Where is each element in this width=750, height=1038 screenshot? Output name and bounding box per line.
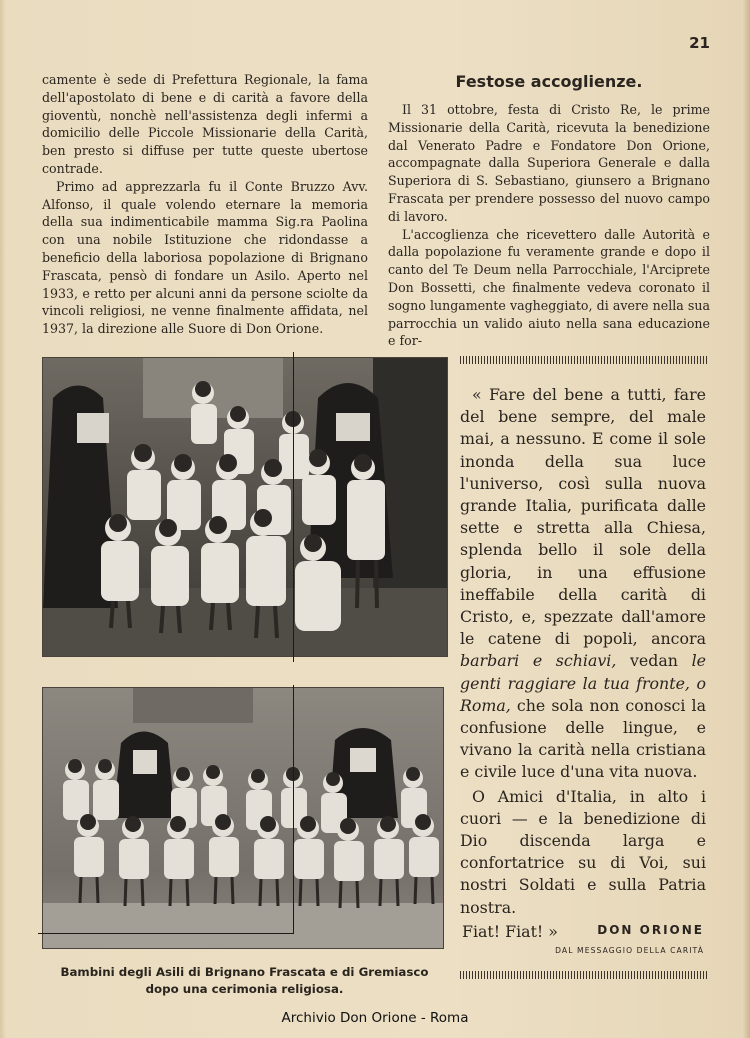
quote-paragraph-1 [460, 384, 706, 784]
crop-mark-vertical-1 [293, 352, 294, 662]
photo-children-gremiasco-image [43, 688, 444, 949]
decorative-rule-bottom [460, 971, 708, 979]
quote-text-3: che sola non conosci la confusione delle lingue, e vivano la carità nella cristiana e civile luce d'una vita nuova. [460, 695, 706, 782]
left-paragraph-2: Primo ad apprezzarla fu il Conte Bruzzo Avv. Alfonso, il quale volendo eternare la memoria della sua indimenticabile mamma Sig.ra Paolina con una nobile Istituzione che ridondasse a beneficio della laboriosa popolazione di Brignano Frascata, pensò di fondare un Asilo. Aperto nel 1933, e retto per alcuni anni da persone sciolte da vincoli religiosi, ne venne finalmente affidata, nel 1937, la direzione alle Suore di Don Orione. [42, 178, 368, 337]
quote-italic-2: le genti raggiare la tua fronte, o Roma, [460, 651, 706, 715]
left-column [42, 71, 368, 338]
photo-children-gremiasco [42, 687, 444, 949]
crop-mark-vertical-2 [293, 685, 294, 933]
photo-children-brignano [42, 357, 448, 657]
quote-text-1: « Fare del bene a tutti, fare del bene sempre, del male mai, a nessuno. E come il sole inonda della sua luce l'universo, così sulla nuova grande Italia, purificata dalle sette e stretta alla Chiesa, splenda bello il sole della gloria, in una effusione ineffabile della carità di Cristo, e, spezzate dall'amore le catene di popoli, ancora [460, 385, 706, 649]
section-title: Festose accoglienze. [455, 72, 643, 91]
page-edge [742, 0, 750, 1038]
page-number: 21 [689, 34, 710, 52]
quote-paragraph-2: O Amici d'Italia, in alto i cuori — e la benedizione di Dio discenda larga e confortatrice su di Voi, sui nostri Soldati e sulla Patria nostra. [460, 786, 706, 917]
photo-caption [42, 964, 447, 998]
left-paragraph-1: camente è sede di Prefettura Regionale, la fama dell'apostolato di bene e di carità a favore della gioventù, nonchè nell'assistenza degli infermi a domicilio delle Piccole Missionarie della Carità, ben presto si diffuse per tutte queste ubertose contrade. [42, 72, 368, 176]
right-column [388, 101, 710, 350]
quote-source: DAL MESSAGGIO DELLA CARITÀ [555, 946, 704, 955]
quote-text-2: vedan [616, 651, 692, 671]
crop-mark-horizontal [38, 933, 294, 934]
right-paragraph-1: Il 31 ottobre, festa di Cristo Re, le prime Missionarie della Carità, ricevuta la benedizione dal Venerato Padre e Fondatore Don Orione, accompagnate dalla Superiora Generale e dalla Superiora di S. Sebastiano, giunsero a Brignano Frascata per prendere possesso del nuovo campo di lavoro. [388, 102, 710, 224]
quote-closing: Fiat! Fiat! » [462, 921, 558, 941]
photo-caption-line-2: dopo una cerimonia religiosa. [145, 982, 344, 996]
photo-caption-line-1: Bambini degli Asili di Brignano Frascata e di Gremiasco [60, 965, 429, 979]
photo-children-brignano-image [43, 358, 448, 657]
don-orione-quote [460, 384, 706, 943]
quote-author: DON ORIONE [597, 923, 704, 937]
quote-italic-1: barbari e schiavi, [460, 651, 617, 671]
right-paragraph-2: L'accoglienza che ricevettero dalle Autorità e dalla popolazione fu veramente grande e dopo il canto del Te Deum nella Parrocchiale, l'Arciprete Don Bossetti, che finalmente vedeva coronato il sogno lungamente vagheggiato, di avere nella sua parrocchia un valido aiuto nella sana educazione e for- [388, 226, 710, 349]
archive-footer: Archivio Don Orione - Roma [281, 1010, 469, 1026]
decorative-rule-top [460, 356, 708, 364]
